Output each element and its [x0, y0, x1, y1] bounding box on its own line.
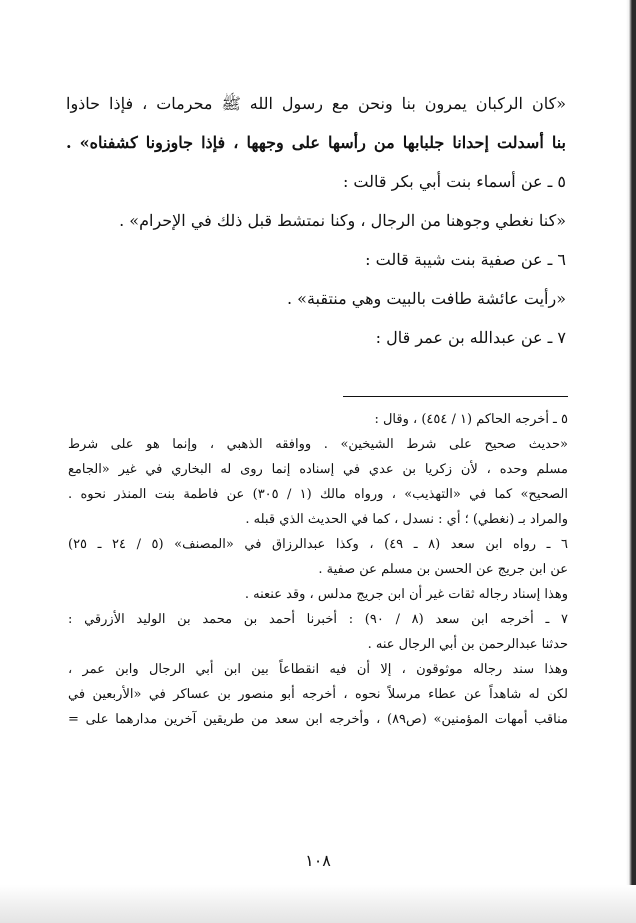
- page-edge-shadow: [626, 0, 636, 923]
- footnote-line: ٧ ـ أخرجه ابن سعد (٨ / ٩٠) : أخبرنا أحمد بن محمد بن الوليد الأزرقي :: [68, 612, 569, 627]
- footnote-line: لكن له شاهداً عن عطاء مرسلاً نحوه ، أخرجه أبو منصور بن عساكر في «الأربعين في: [68, 687, 568, 702]
- page-bottom-shadow: [0, 885, 636, 923]
- main-line: ٦ ـ عن صفية بنت شيبة قالت :: [365, 250, 566, 269]
- footnote-line: ٦ ـ رواه ابن سعد (٨ ـ ٤٩) ، وكذا عبدالرزاق في «المصنف» (٥ / ٢٤ ـ ٢٥): [68, 537, 568, 552]
- footnote-line: وهذا سند رجاله موثوقون ، إلا أن فيه انقطاعاً بين ابن أبي الرجال وابن عمر ،: [68, 662, 568, 677]
- main-line: ٧ ـ عن عبدالله بن عمر قال :: [375, 328, 566, 347]
- footnote-line: «حديث صحيح على شرط الشيخين» . ووافقه الذهبي ، وإنما هو على شرط: [68, 437, 568, 452]
- footnote-line: وهذا إسناد رجاله ثقات غير أن ابن جريج مدلس ، وقد عنعنه .: [244, 587, 568, 602]
- main-text: [66, 95, 566, 346]
- main-line: ٥ ـ عن أسماء بنت أبي بكر قالت :: [342, 172, 566, 191]
- footnote-line: حدثنا عبدالرحمن بن أبي الرجال عنه .: [367, 637, 568, 652]
- main-line: بنا أسدلت إحدانا جلبابها من رأسها على وجهها ، فإذا جاوزونا كشفناه» .: [66, 133, 566, 152]
- footnote-line: عن ابن جريج عن الحسن بن مسلم عن صفية .: [318, 562, 568, 577]
- footnotes: [68, 413, 568, 738]
- main-line: «رأيت عائشة طافت بالبيت وهي منتقبة» .: [286, 289, 566, 308]
- footnote-separator: [343, 396, 568, 397]
- main-line: «كنا نغطي وجوهنا من الرجال ، وكنا نمتشط قبل ذلك في الإحرام» .: [119, 211, 566, 230]
- footnote-line: والمراد بـ (نغطي) ؛ أي : نسدل ، كما في الحديث الذي قبله .: [245, 512, 568, 527]
- footnote-line: مناقب أمهات المؤمنين» (ص٨٩) ، وأخرجه ابن سعد من طريقين آخرين مدارهما على =: [68, 712, 568, 727]
- page-number: ١٠٨: [305, 851, 331, 870]
- footnote-line: ٥ ـ أخرجه الحاكم (١ / ٤٥٤) ، وقال :: [374, 412, 568, 427]
- main-line: «كان الركبان يمرون بنا ونحن مع رسول الله ﷺ محرمات ، فإذا حاذوا: [66, 94, 566, 113]
- footnote-line: مسلم وحده ، لأن زكريا بن عدي في إسناده إنما روى له البخاري في غير «الجامع: [68, 462, 568, 477]
- footnote-line: الصحيح» كما في «التهذيب» ، ورواه مالك (١ / ٣٠٥) عن فاطمة بنت المنذر نحوه .: [68, 487, 568, 502]
